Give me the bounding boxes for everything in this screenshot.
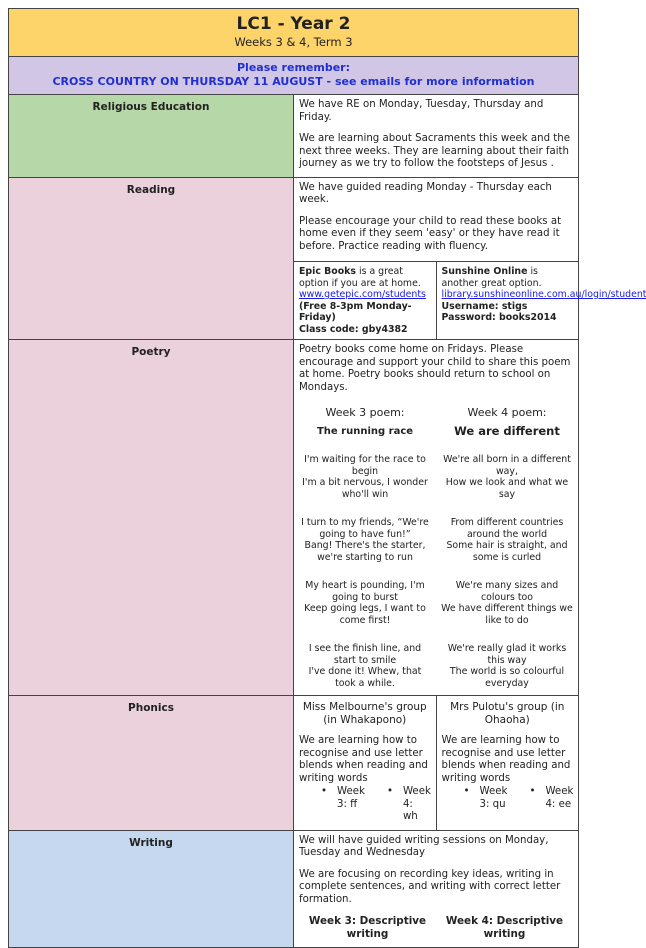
group-b-bullets <box>442 786 575 811</box>
writing-label: Writing <box>9 830 294 948</box>
religious-content <box>294 95 579 178</box>
writing-text-1: We will have guided writing sessions on Monday, Tuesday and Wednesday <box>299 835 573 860</box>
reminder-line-2: CROSS COUNTRY ON THURSDAY 11 AUGUST - see emails for more information <box>9 75 578 89</box>
poetry-content <box>294 340 579 696</box>
page-subtitle: Weeks 3 & 4, Term 3 <box>9 35 578 50</box>
epic-books-cell <box>294 262 436 340</box>
page-title: LC1 - Year 2 <box>9 13 578 35</box>
sunshine-online-cell <box>436 262 578 340</box>
religious-text-1: We have RE on Monday, Tuesday, Thursday and Friday. <box>299 99 573 124</box>
writing-weeks <box>299 915 573 941</box>
poem-stanza <box>298 517 432 563</box>
poetry-label: Poetry <box>9 340 294 696</box>
phonics-label: Phonics <box>9 696 294 831</box>
poem-stanza <box>440 454 574 500</box>
bullet-icon: • <box>321 786 327 824</box>
phonics-group-a <box>294 696 436 830</box>
sunshine-online-link[interactable]: library.sunshineonline.com.au/login/student <box>442 289 646 300</box>
poem-line: I've done it! Whew, that took a while. <box>298 666 432 689</box>
poem-line: We're many sizes and colours too <box>440 580 574 603</box>
poem-line: Some hair is straight, and some is curled <box>440 540 574 563</box>
poem-line: The world is so colourful everyday <box>440 666 574 689</box>
group-b-heading: Mrs Pulotu's group (in Ohaoha) <box>437 696 579 735</box>
reading-label: Reading <box>9 177 294 340</box>
group-a-week4: Week 4: wh <box>403 786 431 824</box>
poem-line: Bang! There's the starter, we're starting to run <box>298 540 432 563</box>
epic-books-link[interactable]: www.getepic.com/students <box>299 289 426 300</box>
reading-text-2: Please encourage your child to read these books at home even if they seem 'easy' or they have read it before. Practice reading with fluency. <box>299 216 573 254</box>
group-b-text: We are learning how to recognise and use letter blends when reading and writing words <box>442 735 575 785</box>
epic-books-name: Epic Books <box>299 266 356 277</box>
reading-content <box>294 177 579 340</box>
epic-books-hours: (Free 8-3pm Monday-Friday) <box>299 301 412 324</box>
sunshine-online-text: is another great option. <box>442 266 542 289</box>
reading-text-1: We have guided reading Monday - Thursday each week. <box>299 182 573 207</box>
writing-week4: Week 4: Descriptive writing <box>436 915 573 941</box>
religious-label: Religious Education <box>9 95 294 178</box>
poem-stanza <box>298 643 432 689</box>
poem-line: I'm a bit nervous, I wonder who'll win <box>298 477 432 500</box>
newsletter-table <box>8 8 579 948</box>
writing-week3: Week 3: Descriptive writing <box>299 915 436 941</box>
week4-poem-heading: Week 4 poem: <box>440 407 574 419</box>
group-a-text: We are learning how to recognise and use letter blends when reading and writing words <box>299 735 432 785</box>
week3-poem-title: The running race <box>298 426 432 438</box>
reading-resources <box>294 261 578 339</box>
week3-poem-heading: Week 3 poem: <box>298 407 432 419</box>
newsletter <box>8 8 579 948</box>
group-a-heading: Miss Melbourne's group (in Whakapono) <box>294 696 436 735</box>
phonics-group-b <box>436 696 578 830</box>
poem-line: I see the finish line, and start to smile <box>298 643 432 666</box>
poem-line: Keep going legs, I want to come first! <box>298 603 432 626</box>
group-b-week4: Week 4: ee <box>545 786 573 811</box>
week4-poem <box>436 399 578 695</box>
poem-stanza <box>440 517 574 563</box>
week3-poem <box>294 399 436 695</box>
poem-line: We're all born in a different way, <box>440 454 574 477</box>
poem-stanza <box>440 580 574 626</box>
poem-line: I turn to my friends, “We're going to have fun!” <box>298 517 432 540</box>
bullet-icon: • <box>464 786 470 811</box>
religious-text-2: We are learning about Sacraments this week and the next three weeks. They are learning about their faith journey as we try to follow the footsteps of Jesus . <box>299 133 573 171</box>
epic-books-text: is a great option if you are at home. <box>299 266 421 289</box>
poem-line: We have different things we like to do <box>440 603 574 626</box>
poems <box>294 399 578 695</box>
poem-line: We're really glad it works this way <box>440 643 574 666</box>
poem-stanza <box>440 643 574 689</box>
writing-content <box>294 830 579 948</box>
poem-stanza <box>298 580 432 626</box>
writing-text-2: We are focusing on recording key ideas, writing in complete sentences, and writing with correct letter formation. <box>299 869 573 907</box>
sunshine-password: Password: books2014 <box>442 312 557 323</box>
poetry-intro: Poetry books come home on Fridays. Please encourage and support your child to share this poem at home. Poetry books should return to school on Mondays. <box>299 344 573 394</box>
bullet-icon: • <box>529 786 535 811</box>
reminder-banner <box>9 57 579 95</box>
poem-line: How we look and what we say <box>440 477 574 500</box>
poem-line: I'm waiting for the race to begin <box>298 454 432 477</box>
phonics-content <box>294 696 579 831</box>
poem-line: From different countries around the world <box>440 517 574 540</box>
sunshine-online-name: Sunshine Online <box>442 266 528 277</box>
header <box>9 9 579 57</box>
group-a-week3: Week 3: ff <box>337 786 365 824</box>
poem-stanza <box>298 454 432 500</box>
week4-poem-title: We are different <box>440 426 574 438</box>
phonics-groups <box>294 696 578 830</box>
epic-books-code: Class code: gby4382 <box>299 324 408 335</box>
bullet-icon: • <box>387 786 393 824</box>
sunshine-username: Username: stigs <box>442 301 528 312</box>
group-b-week3: Week 3: qu <box>480 786 508 811</box>
group-a-bullets <box>299 786 432 824</box>
reminder-line-1: Please remember: <box>9 61 578 75</box>
poem-line: My heart is pounding, I'm going to burst <box>298 580 432 603</box>
